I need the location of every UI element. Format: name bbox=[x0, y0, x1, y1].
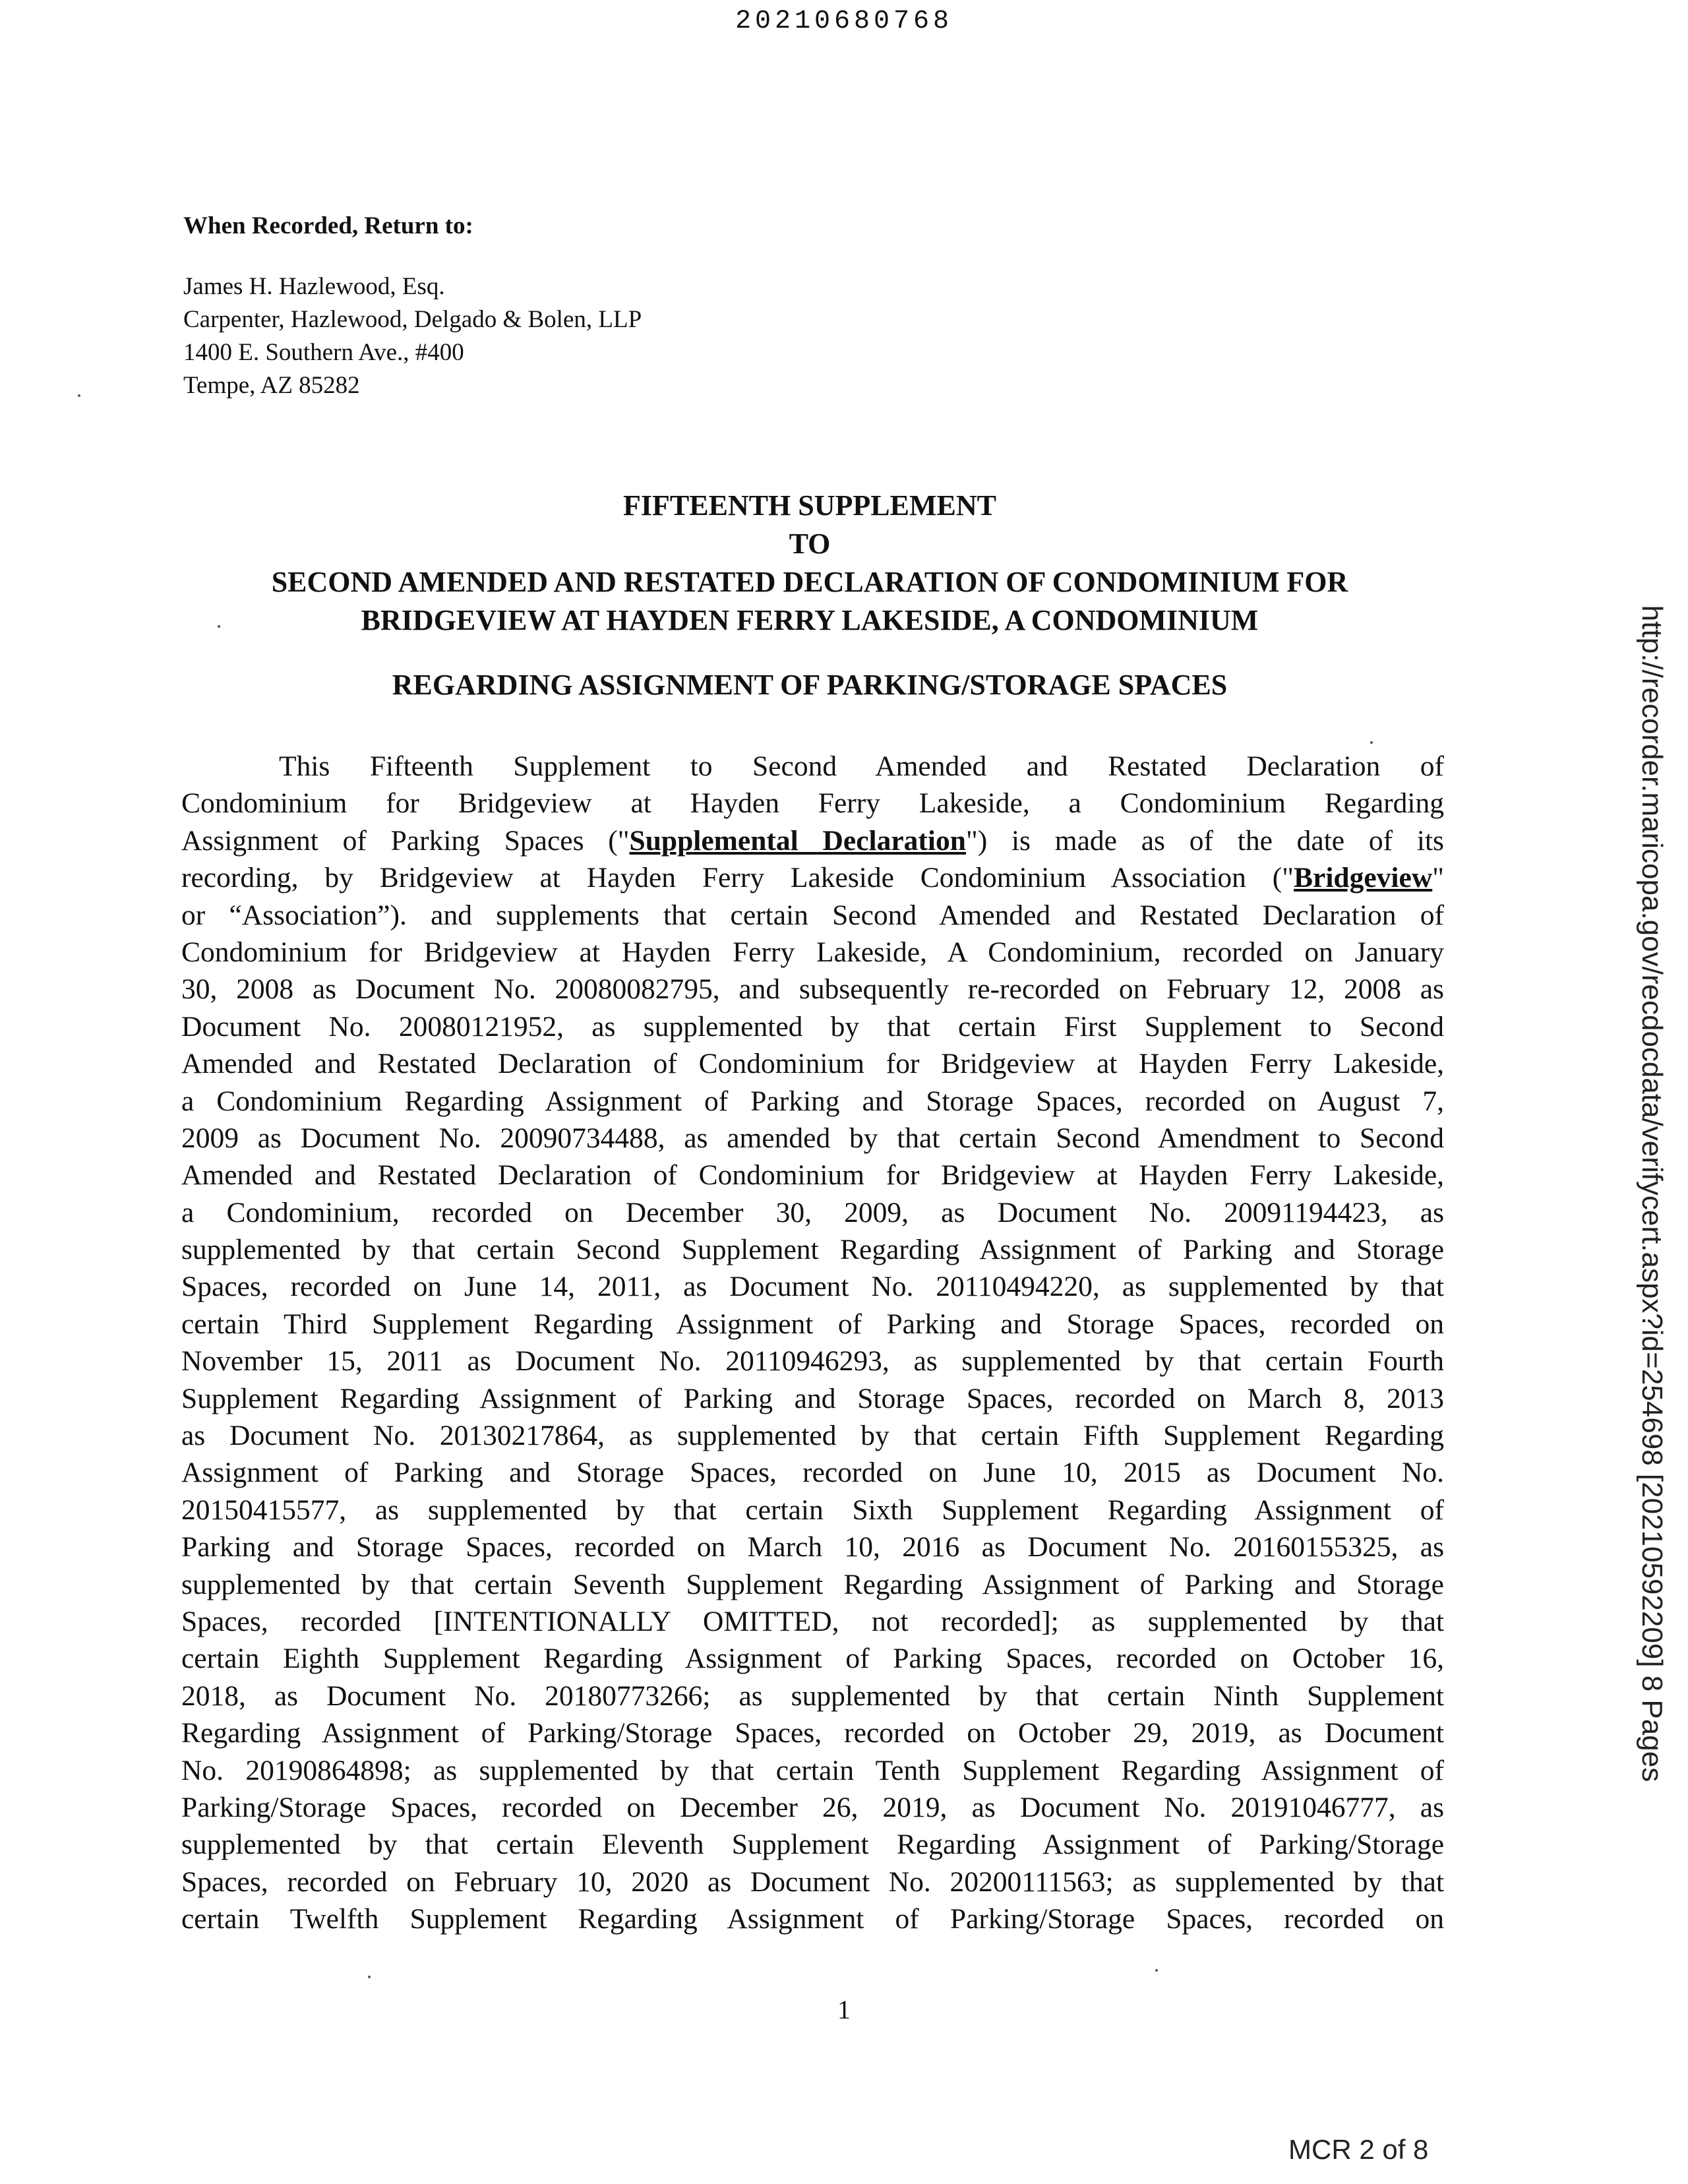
body-line: Regarding Assignment of Parking/Storage Spaces, recorded on October 29, 2019, as Document bbox=[181, 1717, 1444, 1749]
body-line: Condominium for Bridgeview at Hayden Ferry Lakeside, a Condominium Regarding bbox=[181, 787, 1444, 820]
scan-speck bbox=[1370, 741, 1373, 744]
return-name: James H. Hazlewood, Esq. bbox=[183, 273, 445, 300]
body-line: supplemented by that certain Second Supplement Regarding Assignment of Parking and Storage bbox=[181, 1234, 1444, 1266]
body-text-run: ") is made as of the date of its bbox=[965, 824, 1444, 857]
body-line bbox=[181, 822, 1444, 859]
recording-number: 20210680768 bbox=[735, 7, 953, 36]
return-address-block bbox=[183, 210, 642, 402]
body-line: Amended and Restated Declaration of Condominium for Bridgeview at Hayden Ferry Lakeside, bbox=[181, 1048, 1444, 1080]
body-paragraph bbox=[181, 748, 1444, 1938]
body-line: or “Association”). and supplements that certain Second Amended and Restated Declaration of bbox=[181, 899, 1444, 931]
body-line: 30, 2008 as Document No. 20080082795, and subsequently re-recorded on February 12, 2008 as bbox=[181, 973, 1444, 1006]
body-line: 2009 as Document No. 20090734488, as amended by that certain Second Amendment to Second bbox=[181, 1122, 1444, 1154]
body-line: certain Third Supplement Regarding Assignment of Parking and Storage Spaces, recorded on bbox=[181, 1308, 1444, 1340]
body-line: supplemented by that certain Eleventh Supplement Regarding Assignment of Parking/Storage bbox=[181, 1829, 1444, 1861]
body-line: Supplement Regarding Assignment of Parking and Storage Spaces, recorded on March 8, 2013 bbox=[181, 1382, 1444, 1414]
document-subtitle: REGARDING ASSIGNMENT OF PARKING/STORAGE SPACES bbox=[392, 669, 1228, 701]
body-line: Parking/Storage Spaces, recorded on December 26, 2019, as Document No. 20191046777, as bbox=[181, 1791, 1444, 1823]
title-line: TO bbox=[789, 528, 831, 560]
scan-speck bbox=[78, 394, 80, 397]
body-line: Spaces, recorded on June 14, 2011, as Document No. 20110494220, as supplemented by that bbox=[181, 1271, 1444, 1303]
scan-speck bbox=[218, 625, 220, 628]
verification-url-stamp: http://recorder.maricopa.gov/recdocdata/verifycert.aspx?id=254698 [20210592209] 8 Pages bbox=[1636, 605, 1668, 1782]
title-line: SECOND AMENDED AND RESTATED DECLARATION OF CONDOMINIUM FOR bbox=[271, 566, 1348, 598]
body-line: certain Eighth Supplement Regarding Assignment of Parking Spaces, recorded on October 16, bbox=[181, 1643, 1444, 1675]
document-title bbox=[183, 487, 1436, 704]
body-line: a Condominium, recorded on December 30, 2009, as Document No. 20091194423, as bbox=[181, 1196, 1444, 1228]
return-city: Tempe, AZ 85282 bbox=[183, 372, 360, 399]
title-line: FIFTEENTH SUPPLEMENT bbox=[623, 489, 996, 522]
body-line: supplemented by that certain Seventh Supplement Regarding Assignment of Parking and Storage bbox=[181, 1568, 1444, 1600]
body-text-run: recording, by Bridgeview at Hayden Ferry Lakeside Condominium Association (" bbox=[181, 862, 1294, 894]
return-firm: Carpenter, Hazlewood, Delgado & Bolen, LLP bbox=[183, 306, 642, 333]
body-line: No. 20190864898; as supplemented by that certain Tenth Supplement Regarding Assignment of bbox=[181, 1754, 1444, 1786]
body-line: a Condominium Regarding Assignment of Parking and Storage Spaces, recorded on August 7, bbox=[181, 1085, 1444, 1117]
return-heading: When Recorded, Return to: bbox=[183, 212, 473, 239]
return-street: 1400 E. Southern Ave., #400 bbox=[183, 339, 464, 366]
body-line: Assignment of Parking and Storage Spaces, recorded on June 10, 2015 as Document No. bbox=[181, 1457, 1444, 1489]
body-line: Document No. 20080121952, as supplemented by that certain First Supplement to Second bbox=[181, 1010, 1444, 1043]
title-line: BRIDGEVIEW AT HAYDEN FERRY LAKESIDE, A CONDOMINIUM bbox=[361, 604, 1259, 636]
body-line: November 15, 2011 as Document No. 20110946293, as supplemented by that certain Fourth bbox=[181, 1345, 1444, 1378]
defined-term-bridgeview: Bridgeview bbox=[1294, 862, 1433, 894]
defined-term-supplemental-declaration: Supplemental Declaration bbox=[629, 824, 966, 857]
body-text-run: Assignment of Parking Spaces (" bbox=[181, 824, 630, 857]
body-text-run: " bbox=[1432, 862, 1444, 894]
scan-speck bbox=[368, 1976, 371, 1978]
body-line: Parking and Storage Spaces, recorded on March 10, 2016 as Document No. 20160155325, as bbox=[181, 1531, 1444, 1563]
page-number: 1 bbox=[837, 1995, 851, 2024]
body-line: Spaces, recorded on February 10, 2020 as Document No. 20200111563; as supplemented by that bbox=[181, 1866, 1444, 1898]
mcr-page-stamp: MCR 2 of 8 bbox=[1288, 2134, 1429, 2165]
scan-speck bbox=[1155, 1969, 1158, 1972]
body-line: as Document No. 20130217864, as supplemented by that certain Fifth Supplement Regarding bbox=[181, 1420, 1444, 1452]
body-line: Condominium for Bridgeview at Hayden Ferry Lakeside, A Condominium, recorded on January bbox=[181, 936, 1444, 968]
body-line bbox=[181, 859, 1444, 896]
body-line: Spaces, recorded [INTENTIONALLY OMITTED, not recorded]; as supplemented by that bbox=[181, 1605, 1444, 1637]
body-line: 2018, as Document No. 20180773266; as supplemented by that certain Ninth Supplement bbox=[181, 1680, 1444, 1712]
body-line: Amended and Restated Declaration of Condominium for Bridgeview at Hayden Ferry Lakeside, bbox=[181, 1159, 1444, 1192]
body-line: This Fifteenth Supplement to Second Amended and Restated Declaration of bbox=[279, 750, 1444, 782]
body-line: 20150415577, as supplemented by that certain Sixth Supplement Regarding Assignment of bbox=[181, 1494, 1444, 1526]
body-line: certain Twelfth Supplement Regarding Assignment of Parking/Storage Spaces, recorded on bbox=[181, 1903, 1444, 1935]
